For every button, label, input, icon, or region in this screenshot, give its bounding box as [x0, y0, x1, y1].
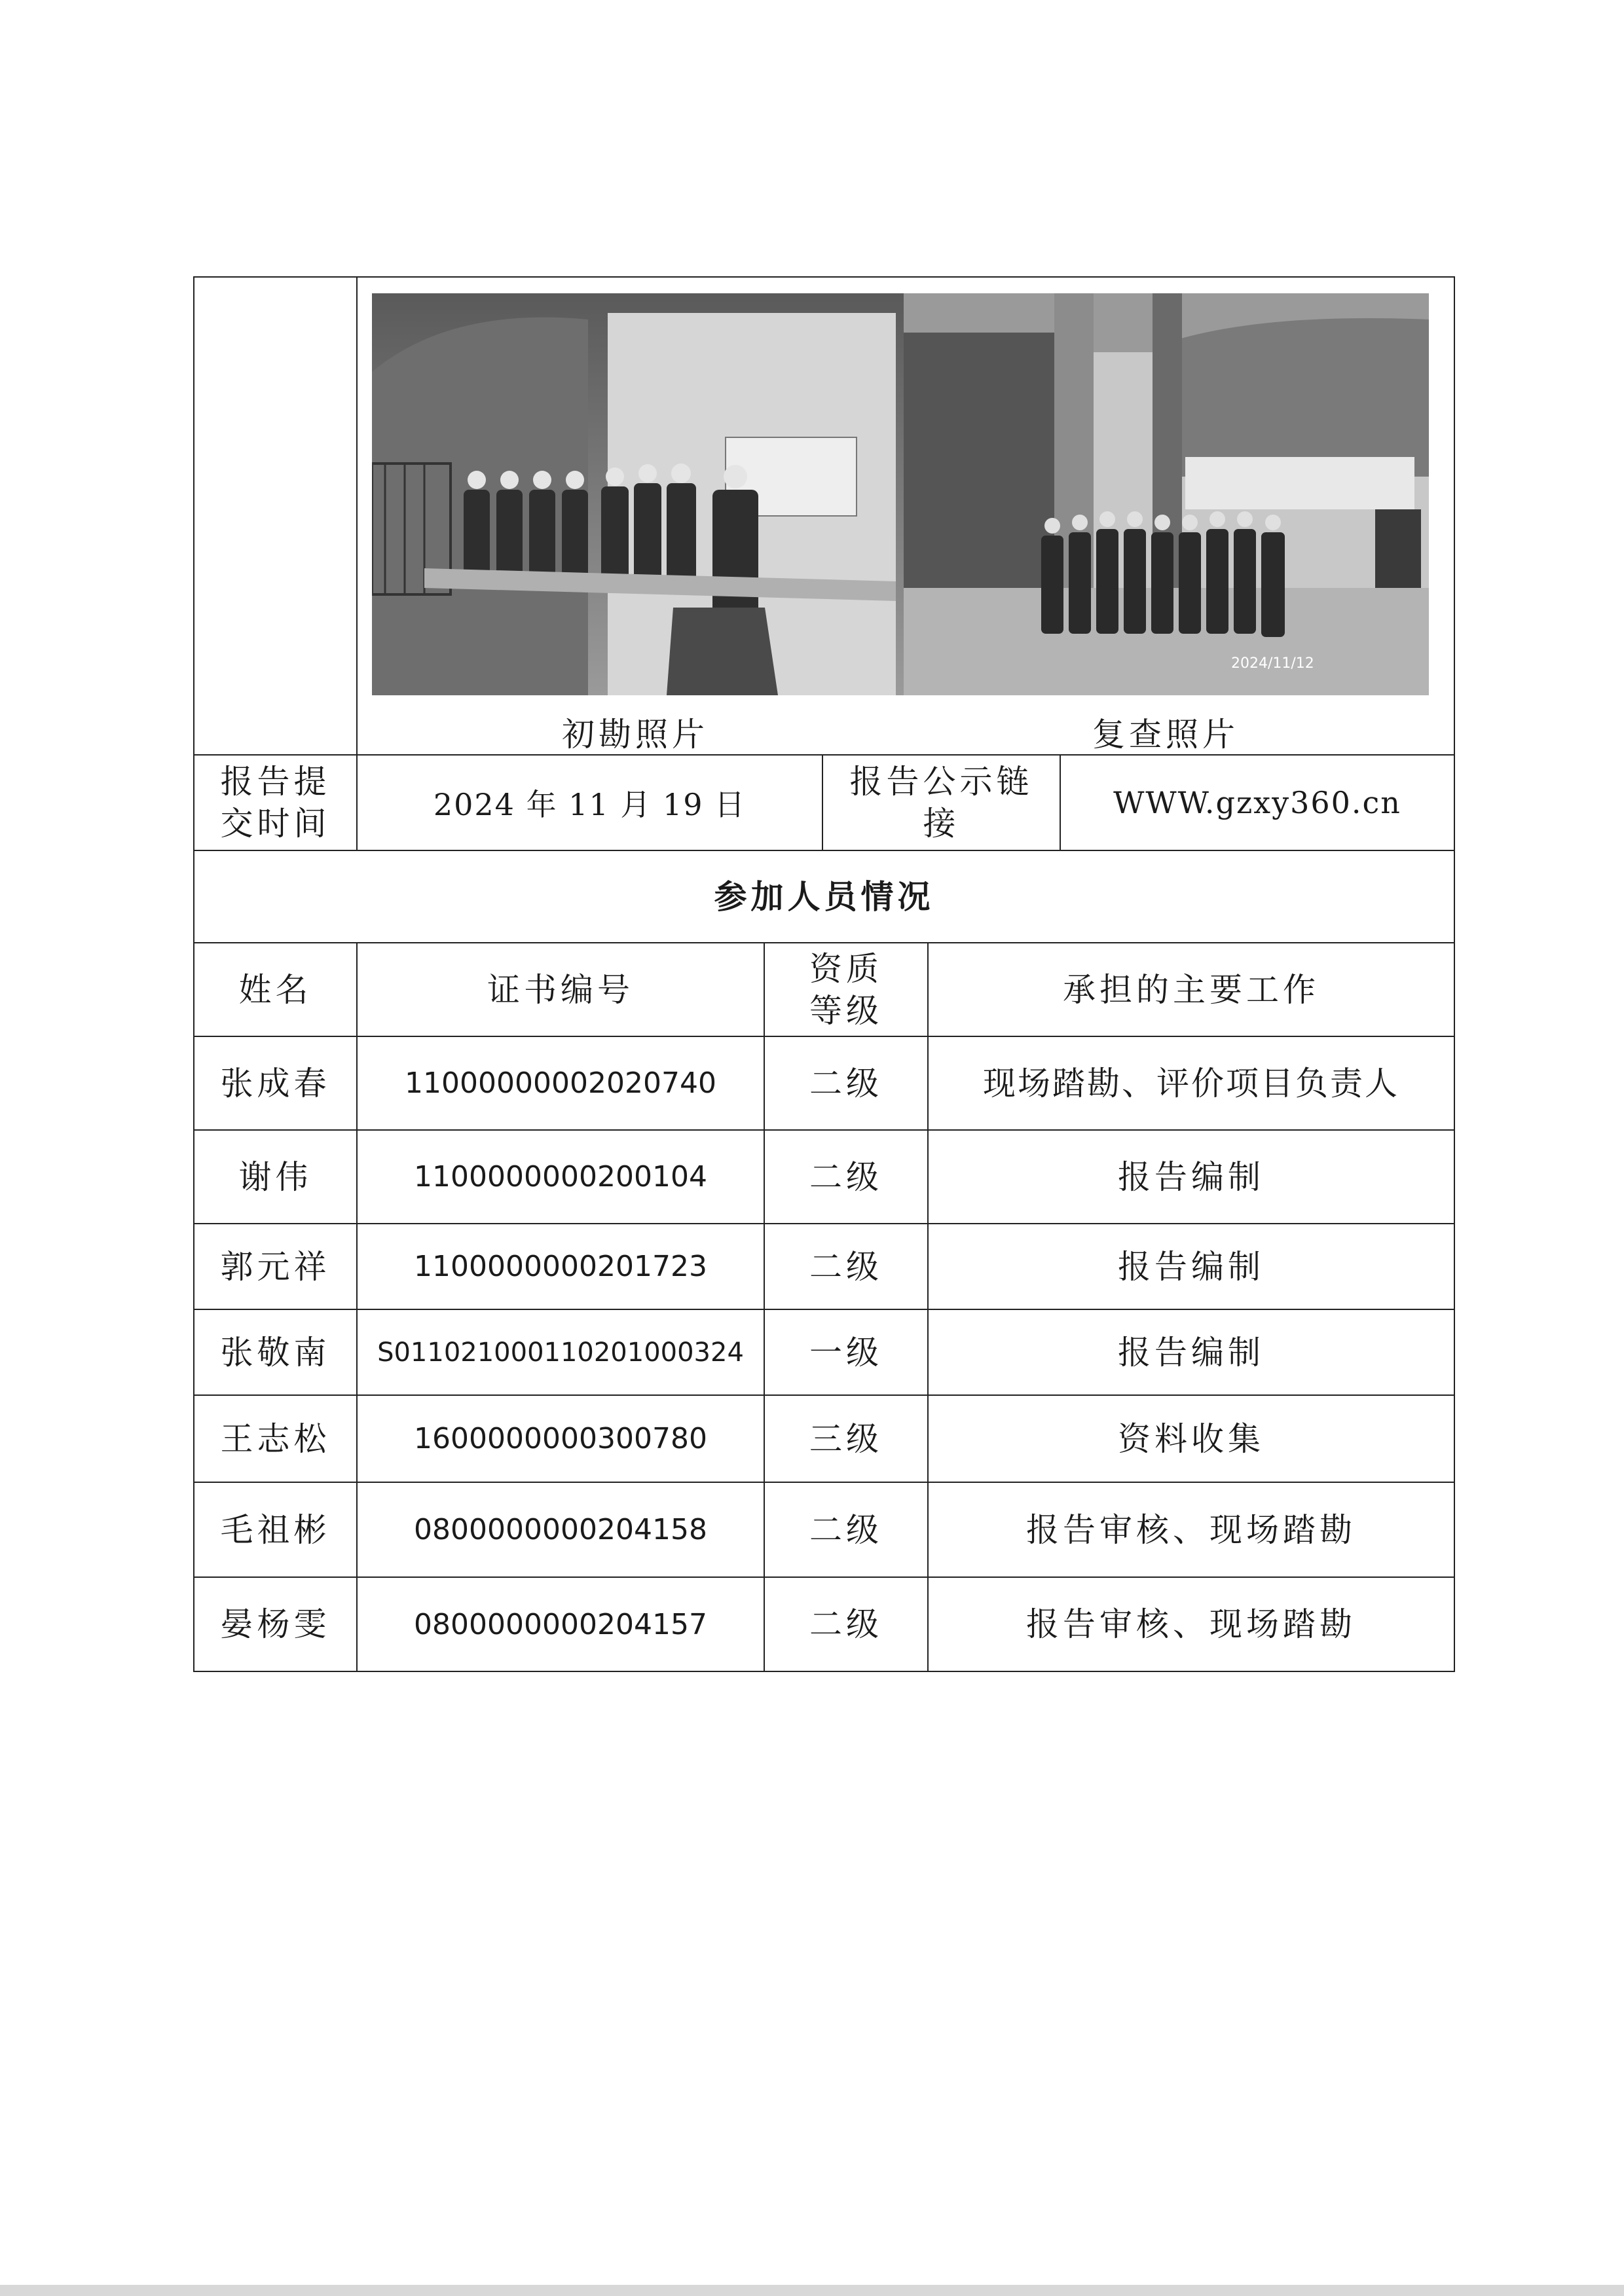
cert-number: 11000000002020740	[405, 1066, 716, 1100]
photo-date-stamp: 2024/11/12	[1231, 655, 1314, 672]
review-photo	[904, 293, 1429, 695]
qualification-level: 二级	[809, 1157, 883, 1196]
cert-number: S011021000110201000324	[377, 1337, 744, 1368]
table-row-name	[193, 1036, 358, 1131]
cert-number: 1600000000300780	[414, 1422, 707, 1455]
submit-time-label-text: 报告提交时间	[220, 763, 331, 843]
table-row-level	[764, 1309, 929, 1396]
qualification-level: 一级	[809, 1333, 883, 1372]
qualification-level: 二级	[809, 1510, 883, 1549]
qualification-level: 二级	[809, 1605, 883, 1643]
table-row-work	[927, 1576, 1455, 1672]
main-work: 现场踏勘、评价项目负责人	[983, 1064, 1399, 1102]
table-row-name	[193, 1129, 358, 1224]
table-row-name	[193, 1482, 358, 1578]
initial-survey-photo	[372, 293, 904, 695]
publication-link-label	[822, 754, 1061, 851]
table-row-level	[764, 1576, 929, 1672]
person-name: 谢伟	[238, 1157, 312, 1196]
table-row-cert	[356, 1482, 765, 1578]
review-photo-caption: 复查照片	[1092, 716, 1239, 754]
table-row-work	[927, 1394, 1455, 1483]
header-name-text: 姓名	[238, 970, 312, 1009]
table-row-work	[927, 1482, 1455, 1578]
table-row-work	[927, 1309, 1455, 1396]
table-row-cert	[356, 1576, 765, 1672]
header-work-text: 承担的主要工作	[1063, 970, 1320, 1009]
main-work: 资料收集	[1118, 1419, 1264, 1458]
main-work: 报告编制	[1118, 1247, 1264, 1286]
table-row-cert	[356, 1129, 765, 1224]
participants-section-title: 参加人员情况	[714, 877, 934, 916]
person-name: 毛祖彬	[220, 1510, 331, 1549]
person-name: 郭元祥	[220, 1247, 331, 1286]
table-row-work	[927, 1223, 1455, 1310]
header-level-text: 资质等级	[809, 949, 883, 1030]
table-row-cert	[356, 1036, 765, 1131]
photo-row-label-cell	[193, 276, 358, 756]
person-name: 王志松	[220, 1419, 331, 1458]
publication-link[interactable]: WWW.gzxy360.cn	[1113, 785, 1401, 820]
main-work: 报告审核、现场踏勘	[1026, 1510, 1356, 1549]
person-name: 张成春	[220, 1064, 331, 1102]
qualification-level: 二级	[809, 1064, 883, 1102]
table-row-cert	[356, 1394, 765, 1483]
person-name: 晏杨雯	[220, 1605, 331, 1643]
header-name	[193, 942, 358, 1037]
mine-entrance-photo	[904, 293, 1429, 695]
participants-section-title-cell	[193, 850, 1455, 943]
mine-interior-photo	[372, 293, 904, 695]
person-name: 张敬南	[220, 1333, 331, 1372]
table-row-name	[193, 1394, 358, 1483]
table-row-level	[764, 1394, 929, 1483]
cert-number: 0800000000204158	[414, 1513, 707, 1546]
main-work: 报告编制	[1118, 1333, 1264, 1372]
table-row-name	[193, 1223, 358, 1310]
table-row-level	[764, 1036, 929, 1131]
cert-number: 1100000000201723	[414, 1250, 707, 1283]
submit-date: 2024 年 11 月 19 日	[433, 787, 747, 822]
main-work: 报告编制	[1118, 1157, 1264, 1196]
main-work: 报告审核、现场踏勘	[1026, 1605, 1356, 1643]
table-row-name	[193, 1309, 358, 1396]
header-work	[927, 942, 1455, 1037]
table-row-name	[193, 1576, 358, 1672]
table-row-level	[764, 1482, 929, 1578]
table-row-level	[764, 1223, 929, 1310]
header-cert	[356, 942, 765, 1037]
table-row-cert	[356, 1223, 765, 1310]
qualification-level: 三级	[809, 1419, 883, 1458]
header-level	[764, 942, 929, 1037]
submit-time-label	[193, 754, 358, 851]
publication-link-label-text: 报告公示链接	[849, 763, 1033, 843]
publication-link-cell	[1060, 754, 1455, 851]
table-row-work	[927, 1129, 1455, 1224]
cert-number: 0800000000204157	[414, 1607, 707, 1641]
table-row-level	[764, 1129, 929, 1224]
header-cert-text: 证书编号	[487, 970, 634, 1009]
initial-photo-caption: 初勘照片	[562, 716, 709, 754]
scan-bottom-edge	[0, 2285, 1624, 2296]
table-row-cert	[356, 1309, 765, 1396]
cert-number: 1100000000200104	[414, 1160, 707, 1194]
submit-date-cell	[356, 754, 823, 851]
table-row-work	[927, 1036, 1455, 1131]
qualification-level: 二级	[809, 1247, 883, 1286]
